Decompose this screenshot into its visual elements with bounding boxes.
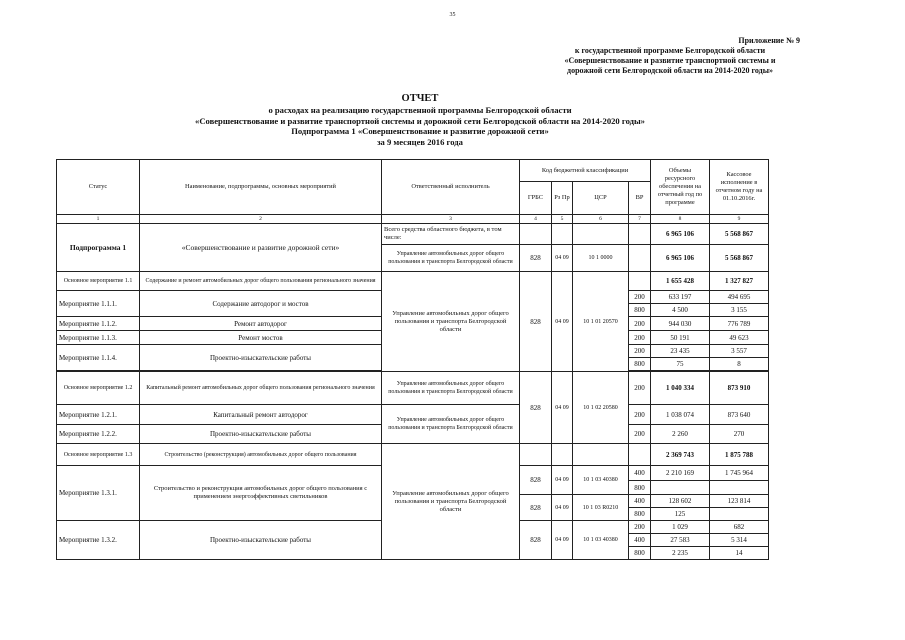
row-status: Основное мероприятие 1.2 (57, 372, 140, 405)
header-executor: Ответственный исполнитель (382, 160, 520, 215)
row-volume: 50 191 (651, 331, 710, 345)
table-row (57, 444, 769, 466)
row-grbs: 828 (520, 466, 552, 495)
row-csr: 10 1 02 20580 (573, 372, 629, 444)
table-row (57, 272, 769, 291)
row-grbs: 828 (520, 245, 552, 272)
column-number: 3 (382, 215, 520, 224)
row-vr: 200 (629, 372, 651, 405)
row-csr: 10 1 01 20570 (573, 272, 629, 372)
row-cash: 1 875 788 (710, 444, 769, 466)
header-code-group: Код бюджетной классификации (520, 160, 651, 182)
row-cash: 49 623 (710, 331, 769, 345)
row-volume: 1 038 074 (651, 405, 710, 425)
row-volume: 6 965 106 (651, 224, 710, 245)
row-vr: 200 (629, 521, 651, 534)
row-name: Ремонт мостов (140, 331, 382, 345)
row-rzpr: 04 09 (552, 245, 573, 272)
row-volume: 125 (651, 508, 710, 521)
row-vr: 800 (629, 358, 651, 371)
row-cash: 8 (710, 358, 769, 371)
row-status: Мероприятие 1.2.2. (57, 425, 140, 444)
row-volume: 633 197 (651, 291, 710, 304)
appendix-header (520, 36, 820, 76)
column-number-row (57, 215, 769, 224)
row-volume: 6 965 106 (651, 245, 710, 272)
row-vr: 800 (629, 508, 651, 521)
table-row (57, 224, 769, 245)
row-executor: Управление автомобильных дорог общего пользования и транспорта Белгородской области (382, 245, 520, 272)
row-status: Мероприятие 1.1.4. (57, 345, 140, 371)
row-vr: 800 (629, 304, 651, 317)
row-volume: 128 602 (651, 495, 710, 508)
row-name: Содержание автодорог и мостов (140, 291, 382, 317)
row-name: «Совершенствование и развитие дорожной сети» (140, 224, 382, 272)
row-volume: 2 369 743 (651, 444, 710, 466)
row-vr: 200 (629, 291, 651, 304)
appendix-line: Приложение № 9 (738, 36, 800, 45)
row-cash: 5 568 867 (710, 224, 769, 245)
column-number: 2 (140, 215, 382, 224)
row-status: Мероприятие 1.1.3. (57, 331, 140, 345)
header-grbs: ГРБС (520, 182, 552, 215)
row-status: Мероприятие 1.3.2. (57, 521, 140, 560)
expense-report-table (56, 159, 769, 560)
row-status: Мероприятие 1.1.1. (57, 291, 140, 317)
row-executor: Всего средства областного бюджета, в том числе: (382, 224, 520, 245)
row-volume: 944 030 (651, 317, 710, 331)
row-cash: 1 327 827 (710, 272, 769, 291)
row-vr: 200 (629, 345, 651, 358)
row-status: Мероприятие 1.3.1. (57, 466, 140, 521)
row-volume: 2 260 (651, 425, 710, 444)
row-grbs: 828 (520, 521, 552, 560)
row-csr: 10 1 0000 (573, 245, 629, 272)
row-name: Содержание и ремонт автомобильных дорог общего пользования регионального значения (140, 272, 382, 291)
report-subprogram-name: Подпрограмма 1 «Совершенствование и развитие дорожной сети» (291, 126, 549, 136)
row-name: Капитальный ремонт автодорог (140, 405, 382, 425)
row-executor: Управление автомобильных дорог общего пользования и транспорта Белгородской области (382, 444, 520, 560)
row-vr: 200 (629, 425, 651, 444)
row-volume: 2 210 169 (651, 466, 710, 481)
appendix-line: дорожной сети Белгородской области на 2014-2020 годы» (567, 66, 773, 75)
row-name: Строительство (реконструкция) автомобильных дорог общего пользования (140, 444, 382, 466)
row-name: Капитальный ремонт автомобильных дорог общего пользования регионального значения (140, 372, 382, 405)
report-program-name: «Совершенствование и развитие транспортной системы и дорожной сети Белгородской области на 2014-2020 годы» (195, 115, 645, 126)
row-cash: 5 314 (710, 534, 769, 547)
column-number: 9 (710, 215, 769, 224)
header-cash: Кассовое исполнение в отчетном году на 01.10.2016г. (710, 160, 769, 215)
row-cash: 873 640 (710, 405, 769, 425)
row-name: Проектно-изыскательские работы (140, 521, 382, 560)
column-number: 8 (651, 215, 710, 224)
row-csr: 10 1 03 40380 (573, 466, 629, 495)
row-vr: 200 (629, 405, 651, 425)
row-cash: 776 789 (710, 317, 769, 331)
row-vr: 400 (629, 534, 651, 547)
row-vr: 200 (629, 317, 651, 331)
row-status: Основное мероприятие 1.1 (57, 272, 140, 291)
table-header-row (57, 160, 769, 182)
table-row (57, 405, 769, 425)
row-vr: 400 (629, 495, 651, 508)
column-number: 6 (573, 215, 629, 224)
header-volume: Объемы ресурсного обеспечения на отчетный год по программе (651, 160, 710, 215)
row-rzpr: 04 09 (552, 466, 573, 495)
report-heading (100, 93, 740, 147)
row-cash: 873 910 (710, 372, 769, 405)
row-executor: Управление автомобильных дорог общего пользования и транспорта Белгородской области (382, 372, 520, 405)
row-volume: 1 655 428 (651, 272, 710, 291)
header-csr: ЦСР (573, 182, 629, 215)
row-name: Строительство и реконструкция автомобильных дорог общего пользования с применением энергоэффективных светильников (140, 466, 382, 521)
row-status: Подпрограмма 1 (57, 224, 140, 272)
row-volume: 75 (651, 358, 710, 371)
row-name: Ремонт автодорог (140, 317, 382, 331)
row-grbs: 828 (520, 272, 552, 372)
row-volume: 27 583 (651, 534, 710, 547)
row-grbs: 828 (520, 495, 552, 521)
column-number: 4 (520, 215, 552, 224)
row-rzpr: 04 09 (552, 495, 573, 521)
row-cash: 494 695 (710, 291, 769, 304)
row-volume: 2 235 (651, 547, 710, 560)
report-period: за 9 месяцев 2016 года (377, 136, 463, 147)
row-cash: 5 568 867 (710, 245, 769, 272)
row-cash: 3 557 (710, 345, 769, 358)
row-vr: 800 (629, 481, 651, 495)
report-title: ОТЧЕТ (401, 93, 439, 104)
header-rzpr: Рз Пр (552, 182, 573, 215)
appendix-line: к государственной программе Белгородской области (574, 46, 766, 55)
row-rzpr: 04 09 (552, 521, 573, 560)
row-status: Мероприятие 1.1.2. (57, 317, 140, 331)
header-vr: ВР (629, 182, 651, 215)
row-csr: 10 1 03 40380 (573, 521, 629, 560)
row-name: Проектно-изыскательские работы (140, 425, 382, 444)
report-subtitle: о расходах на реализацию государственной программы Белгородской области (268, 105, 572, 115)
row-cash: 123 814 (710, 495, 769, 508)
row-name: Проектно-изыскательские работы (140, 345, 382, 371)
row-volume: 4 500 (651, 304, 710, 317)
row-executor: Управление автомобильных дорог общего пользования и транспорта Белгородской области (382, 272, 520, 372)
row-executor: Управление автомобильных дорог общего пользования и транспорта Белгородской области (382, 405, 520, 444)
row-cash: 270 (710, 425, 769, 444)
row-volume: 1 040 334 (651, 372, 710, 405)
row-volume: 23 435 (651, 345, 710, 358)
column-number: 1 (57, 215, 140, 224)
page-number: 35 (449, 12, 456, 18)
table-row (57, 372, 769, 405)
row-cash: 3 155 (710, 304, 769, 317)
row-vr: 400 (629, 466, 651, 481)
row-rzpr: 04 09 (552, 372, 573, 444)
row-status: Основное мероприятие 1.3 (57, 444, 140, 466)
row-vr: 200 (629, 331, 651, 345)
row-csr: 10 1 03 R0210 (573, 495, 629, 521)
column-number: 7 (629, 215, 651, 224)
row-rzpr: 04 09 (552, 272, 573, 372)
appendix-line: «Совершенствование и развитие транспортной системы и (564, 56, 776, 65)
row-grbs: 828 (520, 372, 552, 444)
row-cash: 682 (710, 521, 769, 534)
header-status: Статус (57, 160, 140, 215)
header-name: Наименование, подпрограммы, основных мероприятий (140, 160, 382, 215)
column-number: 5 (552, 215, 573, 224)
row-vr: 800 (629, 547, 651, 560)
row-cash: 1 745 964 (710, 466, 769, 481)
row-status: Мероприятие 1.2.1. (57, 405, 140, 425)
row-volume: 1 029 (651, 521, 710, 534)
row-cash: 14 (710, 547, 769, 560)
